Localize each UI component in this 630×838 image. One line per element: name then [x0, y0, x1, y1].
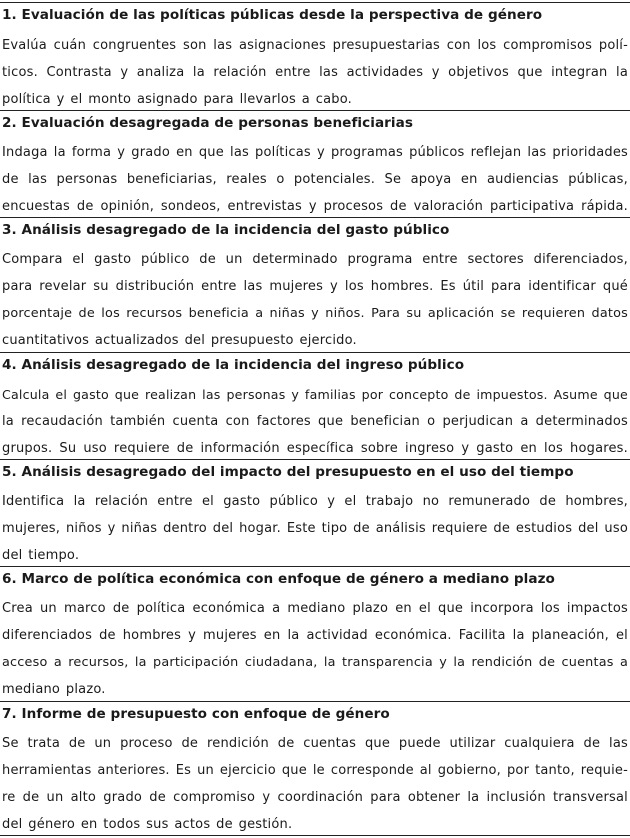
section-text-line: re de un alto grado de compromiso y coordinación para obtener la inclusión transversal	[2, 790, 628, 805]
section-title: 1. Evaluación de las políticas públicas desde la perspectiva de género	[2, 7, 543, 23]
section-text-line: mujeres, niños y niñas dentro del hogar. Este tipo de análisis requiere de estudios del uso	[2, 521, 628, 536]
section-6	[0, 566, 630, 701]
section-title: 5. Análisis desagregado del impacto del presupuesto en el uso del tiempo	[2, 464, 574, 480]
section-text-line: Evalúa cuán congruentes son las asignaciones presupuestarias con los compromisos polí-	[2, 38, 628, 53]
section-1	[0, 2, 630, 110]
section-text-line: Calcula el gasto que realizan las personas y familias por concepto de impuestos. Asume que	[2, 387, 628, 402]
section-2	[0, 110, 630, 217]
section-5	[0, 459, 630, 566]
section-text-line: encuestas de opinión, sondeos, entrevistas y procesos de valoración participativa rápida.	[2, 199, 628, 214]
section-text-line: la recaudación también cuenta con factores que benefician o perjudican a determinados	[2, 414, 628, 429]
section-text-line: política y el monto asignado para llevarlos a cabo.	[2, 92, 353, 107]
section-text-line: Se trata de un proceso de rendición de cuentas que puede utilizar cualquiera de las	[2, 736, 628, 751]
section-text-line: diferenciados de hombres y mujeres en la actividad económica. Facilita la planeación, el	[2, 628, 628, 643]
section-text-line: para revelar su distribución entre las mujeres y los hombres. Es útil para identificar qué	[2, 279, 628, 294]
section-text-line: grupos. Su uso requiere de información específica sobre ingreso y gasto en los hogares.	[2, 441, 628, 456]
section-text-line: del tiempo.	[2, 548, 80, 563]
section-title: 7. Informe de presupuesto con enfoque de género	[2, 706, 390, 722]
section-text-line: mediano plazo.	[2, 682, 106, 697]
section-title: 6. Marco de política económica con enfoque de género a mediano plazo	[2, 571, 555, 587]
section-text-line: acceso a recursos, la participación ciudadana, la transparencia y la rendición de cuentas a	[2, 655, 628, 670]
section-text-line: herramientas anteriores. Es un ejercicio que le corresponde al gobierno, por tanto, requie-	[2, 763, 628, 778]
section-text-line: ticos. Contrasta y analiza la relación entre las actividades y objetivos que integran la	[2, 65, 628, 80]
section-title: 4. Análisis desagregado de la incidencia del ingreso público	[2, 357, 465, 373]
section-7	[0, 701, 630, 836]
section-4	[0, 352, 630, 459]
section-title: 2. Evaluación desagregada de personas beneficiarias	[2, 115, 413, 131]
section-text-line: Crea un marco de política económica a mediano plazo en el que incorpora los impactos	[2, 601, 628, 616]
section-title: 3. Análisis desagregado de la incidencia del gasto público	[2, 222, 450, 238]
section-text-line: Identifica la relación entre el gasto público y el trabajo no remunerado de hombres,	[2, 494, 628, 509]
section-text-line: del género en todos sus actos de gestión.	[2, 817, 293, 832]
section-text-line: cuantitativos actualizados del presupuesto ejercido.	[2, 333, 357, 348]
section-text-line: Indaga la forma y grado en que las políticas y programas públicos reflejan las prioridades	[2, 145, 628, 160]
section-text-line: Compara el gasto público de un determinado programa entre sectores diferenciados,	[2, 252, 628, 267]
section-3	[0, 217, 630, 352]
section-text-line: de las personas beneficiarias, reales o potenciales. Se apoya en audiencias públicas,	[2, 172, 628, 187]
section-text-line: porcentaje de los recursos beneficia a niñas y niños. Para su aplicación se requieren datos	[2, 306, 628, 321]
